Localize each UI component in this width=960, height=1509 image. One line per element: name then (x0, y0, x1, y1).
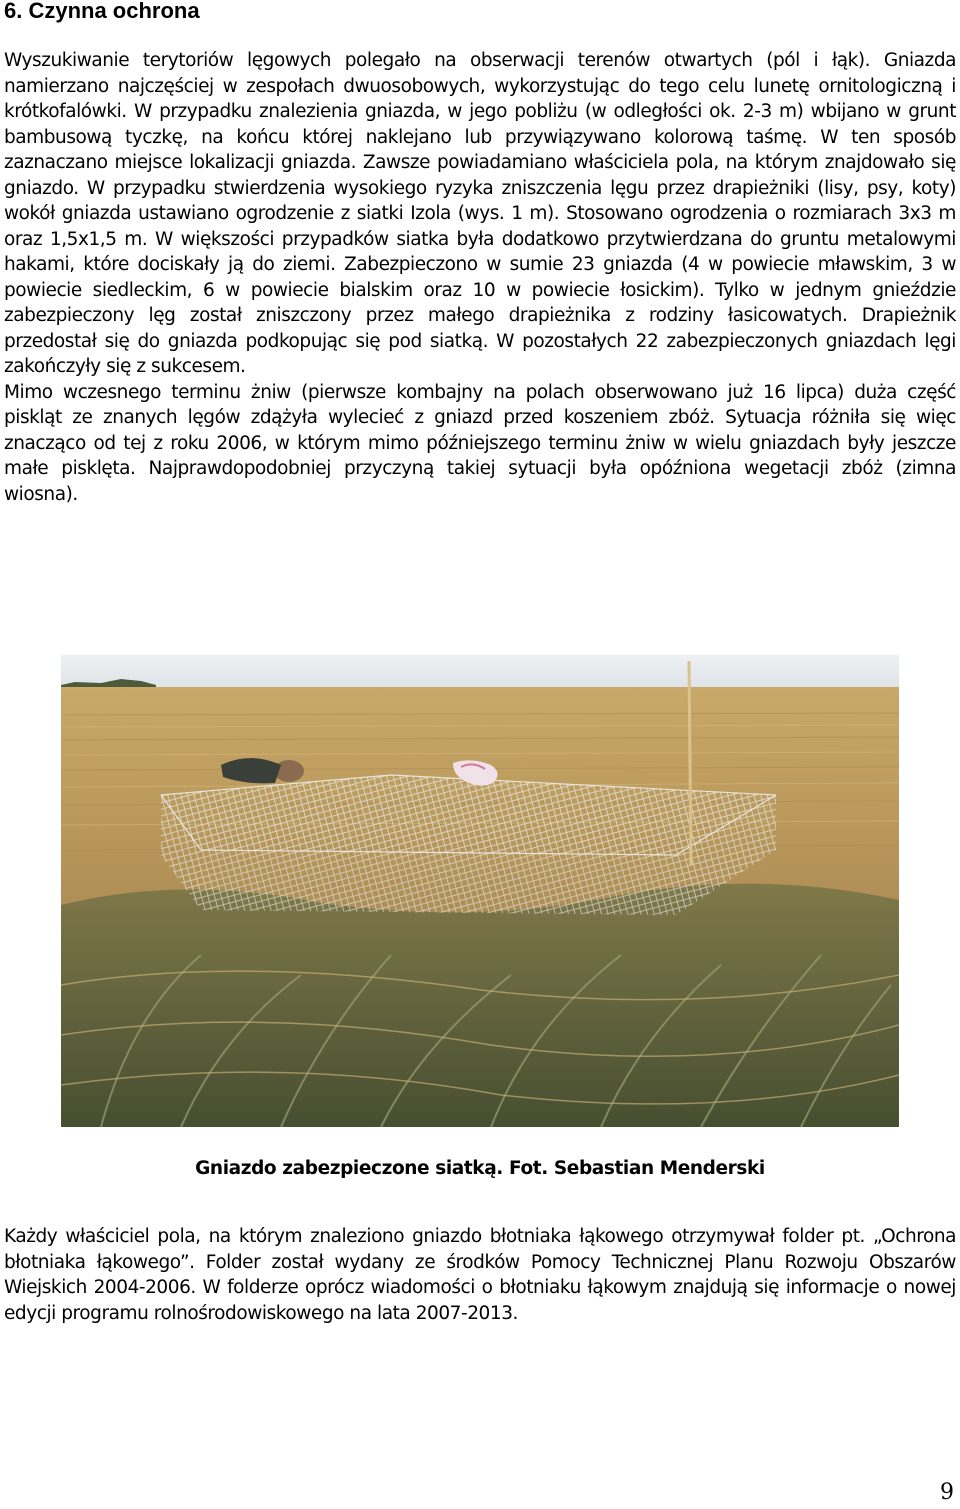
green-stalks (61, 884, 899, 1127)
bamboo-pole (689, 661, 691, 865)
intro-text (4, 48, 956, 507)
page-number: 9 (940, 1480, 954, 1505)
photo-caption: Gniazdo zabezpieczone siatką. Fot. Sebastian Menderski (195, 1158, 765, 1179)
wire-fence (161, 775, 776, 915)
closing-text (4, 1224, 956, 1326)
sky (61, 655, 899, 687)
paragraph-folder: Każdy właściciel pola, na którym znaleziono gniazdo błotniaka łąkowego otrzymywał folder pt. „Ochrona błotniaka łąkowego”. Folder został wydany ze środków Pomocy Technicznej Planu Rozwoju Obszarów Wiejskich 2004-2006. W folderze oprócz wiadomości o błotniaku łąkowym znajdują się informacje o nowej edycji programu rolnośrodowiskowego na lata 2007-2013. (4, 1226, 956, 1324)
paragraph-nest-search: Wyszukiwanie terytoriów lęgowych polegało na obserwacji terenów otwartych (pól i łąk). Gniazda namierzano najczęściej w zespołach dwuosobowych, wykorzystując do tego celu lunetę ornitologiczną i krótkofalówki. W przypadku znalezienia gniazda, w jego pobliżu (w odległości ok. 2-3 m) wbijano w grunt bambusową tyczkę, na końcu której naklejano lub przywiązywano kolorową taśmę. W ten sposób zaznaczano miejsce lokalizacji gniazda. Zawsze powiadamiano właściciela pola, na którym znajdowało się gniazdo. W przypadku stwierdzenia wysokiego ryzyka zniszczenia lęgu przez drapieżniki (lisy, psy, koty) wokół gniazda ustawiano ogrodzenie z siatki Izola (wys. 1 m). Stosowano ogrodzenia o rozmiarach 3x3 m oraz 1,5x1,5 m. W większości przypadków siatka była dodatkowo przytwierdzana do gruntu metalowymi hakami, które dociskały ją do ziemi. Zabezpieczono w sumie 23 gniazda (4 w powiecie mławskim, 3 w powiecie siedleckim, 6 w powiecie bialskim oraz 10 w powiecie łosickim). Tylko w jednym gnieździe zabezpieczony lęg został zniszczony przez małego drapieżnika z rodziny łasicowatych. Drapieżnik przedostał się do gniazda podkopując się pod siatką. W pozostałych 22 zabezpieczonych gniazdach lęgi zakończyły się z sukcesem. (4, 50, 956, 377)
photo-fenced-nest (61, 655, 899, 1127)
person (221, 758, 304, 783)
paragraph-harvest: Mimo wczesnego terminu żniw (pierwsze kombajny na polach obserwowano już 16 lipca) duża część piskląt ze znanych lęgów zdążyła wylecieć z gniazd przed koszeniem zbóż. Sytuacja różniła się więc znacząco od tej z roku 2006, w którym mimo późniejszego terminu żniw w wielu gniazdach były jeszcze małe pisklęta. Najprawdopodobniej przyczyną takiej sytuacji była opóźniona wegetacji zbóż (zimna wiosna). (4, 381, 956, 505)
section-heading: 6. Czynna ochrona (4, 0, 200, 23)
